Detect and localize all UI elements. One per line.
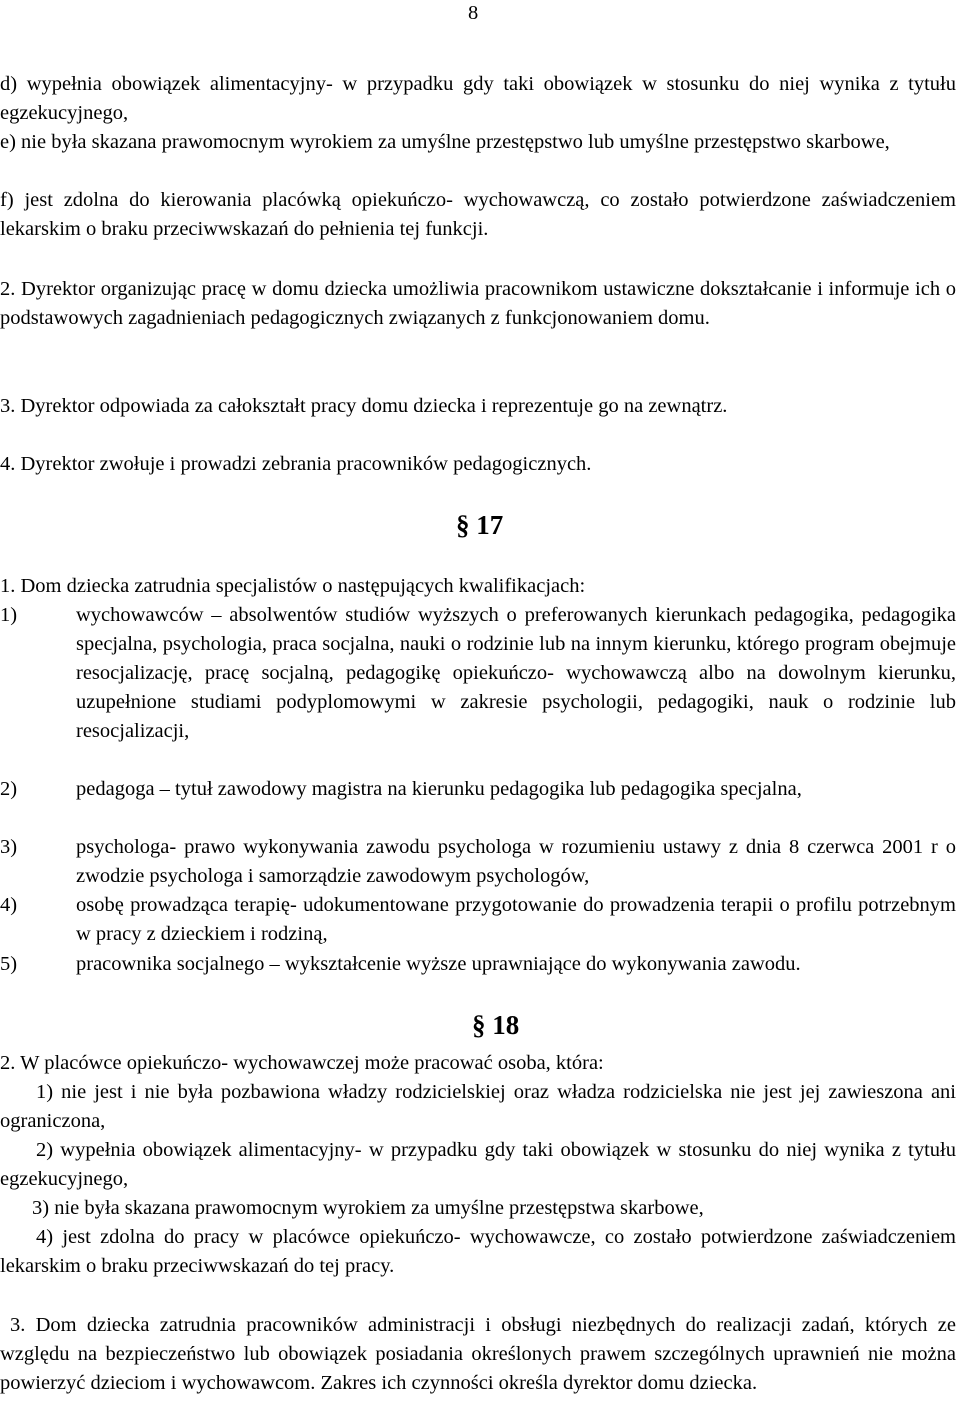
paragraph-2: 2. Dyrektor organizując pracę w domu dziecka umożliwia pracownikom ustawiczne dokształcanie i informuje ich o podstawowych zagadnieniach pedagogicznych związanych z funkcjonowaniem domu. [0, 278, 956, 329]
list-item-d: d) wypełnia obowiązek alimentacyjny- w przypadku gdy taki obowiązek w stosunku do niej wynika z tytułu egzekucyjnego, [0, 73, 956, 124]
list-item-number: 2) [0, 778, 18, 800]
section18-intro: 2. W placówce opiekuńczo- wychowawczej może pracować osoba, która: [0, 1052, 604, 1074]
list-item-number: 3) [0, 836, 18, 858]
paragraph-3: 3. Dyrektor odpowiada za całokształt pracy domu dziecka i reprezentuje go na zewnątrz. [0, 395, 728, 417]
list-item-number: 1) [0, 604, 18, 626]
list-item-text: pedagoga – tytuł zawodowy magistra na kierunku pedagogika lub pedagogika specjalna, [76, 778, 802, 800]
list-item-e: e) nie była skazana prawomocnym wyrokiem za umyślne przestępstwo lub umyślne przestępstwo skarbowe, [0, 131, 890, 153]
list-item [0, 775, 956, 804]
list-item-text: psychologa- prawo wykonywania zawodu psychologa w rozumieniu ustawy z dnia 8 czerwca 2001 r o zwodzie psychologa i samorządzie zawodowym psychologów, [76, 836, 956, 887]
list-item-f: f) jest zdolna do kierowania placówką opiekuńczo- wychowawczą, co zostało potwierdzone zaświadczeniem lekarskim o braku przeciwwskazań do pełnienia tej funkcji. [0, 189, 956, 240]
section18-item-3: 3) nie była skazana prawomocnym wyrokiem za umyślne przestępstwa skarbowe, [32, 1197, 704, 1219]
list-item-text: pracownika socjalnego – wykształcenie wyższe uprawniające do wykonywania zawodu. [76, 953, 801, 975]
section18-item-1: 1) nie jest i nie była pozbawiona władzy rodzicielskiej oraz władza rodzicielska nie jest jej zawieszona ani ograniczona, [0, 1081, 956, 1132]
section-heading-18: § 18 [472, 1010, 520, 1040]
section18-item-4: 4) jest zdolna do pracy w placówce opiekuńczo- wychowawcze, co zostało potwierdzone zaświadczeniem lekarskim o braku przeciwwskazań do tej pracy. [0, 1226, 956, 1277]
list-item [0, 950, 956, 979]
list-item [0, 601, 956, 746]
list-item [0, 833, 956, 891]
paragraph-4: 4. Dyrektor zwołuje i prowadzi zebrania pracowników pedagogicznych. [0, 453, 592, 475]
section17-intro: 1. Dom dziecka zatrudnia specjalistów o następujących kwalifikacjach: [0, 575, 586, 597]
list-item-text: wychowawców – absolwentów studiów wyższych o preferowanych kierunkach pedagogika, pedagogika specjalna, psychologia, praca socjalna, nauki o rodzinie lub na innym kierunku, którego program obejmuje resocjalizację, pracę socjalną, pedagogikę opiekuńczo- wychowawczą albo na dowolnym kierunku, uzupełnione studiami podyplomowymi w zakresie psychologii, pedagogiki, nauk o rodzinie lub resocjalizacji, [76, 604, 956, 742]
section18-paragraph-3: 3. Dom dziecka zatrudnia pracowników administracji i obsługi niezbędnych do realizacji zadań, których ze względu na bezpieczeństwo lub obowiązek posiadania określonych prawem szczególnych uprawnień nie można powierzyć dzieciom i wychowawcom. Zakres ich czynności określa dyrektor domu dziecka. [0, 1314, 956, 1394]
page-number: 8 [468, 2, 479, 24]
section18-item-2: 2) wypełnia obowiązek alimentacyjny- w przypadku gdy taki obowiązek w stosunku do niej wynika z tytułu egzekucyjnego, [0, 1139, 956, 1190]
list-item-number: 4) [0, 894, 18, 916]
list-item [0, 891, 956, 949]
list-item-number: 5) [0, 953, 18, 975]
section-heading-17: § 17 [456, 510, 504, 540]
list-item-text: osobę prowadząca terapię- udokumentowane przygotowanie do prowadzenia terapii o profilu potrzebnym w pracy z dzieckiem i rodziną, [76, 894, 956, 945]
